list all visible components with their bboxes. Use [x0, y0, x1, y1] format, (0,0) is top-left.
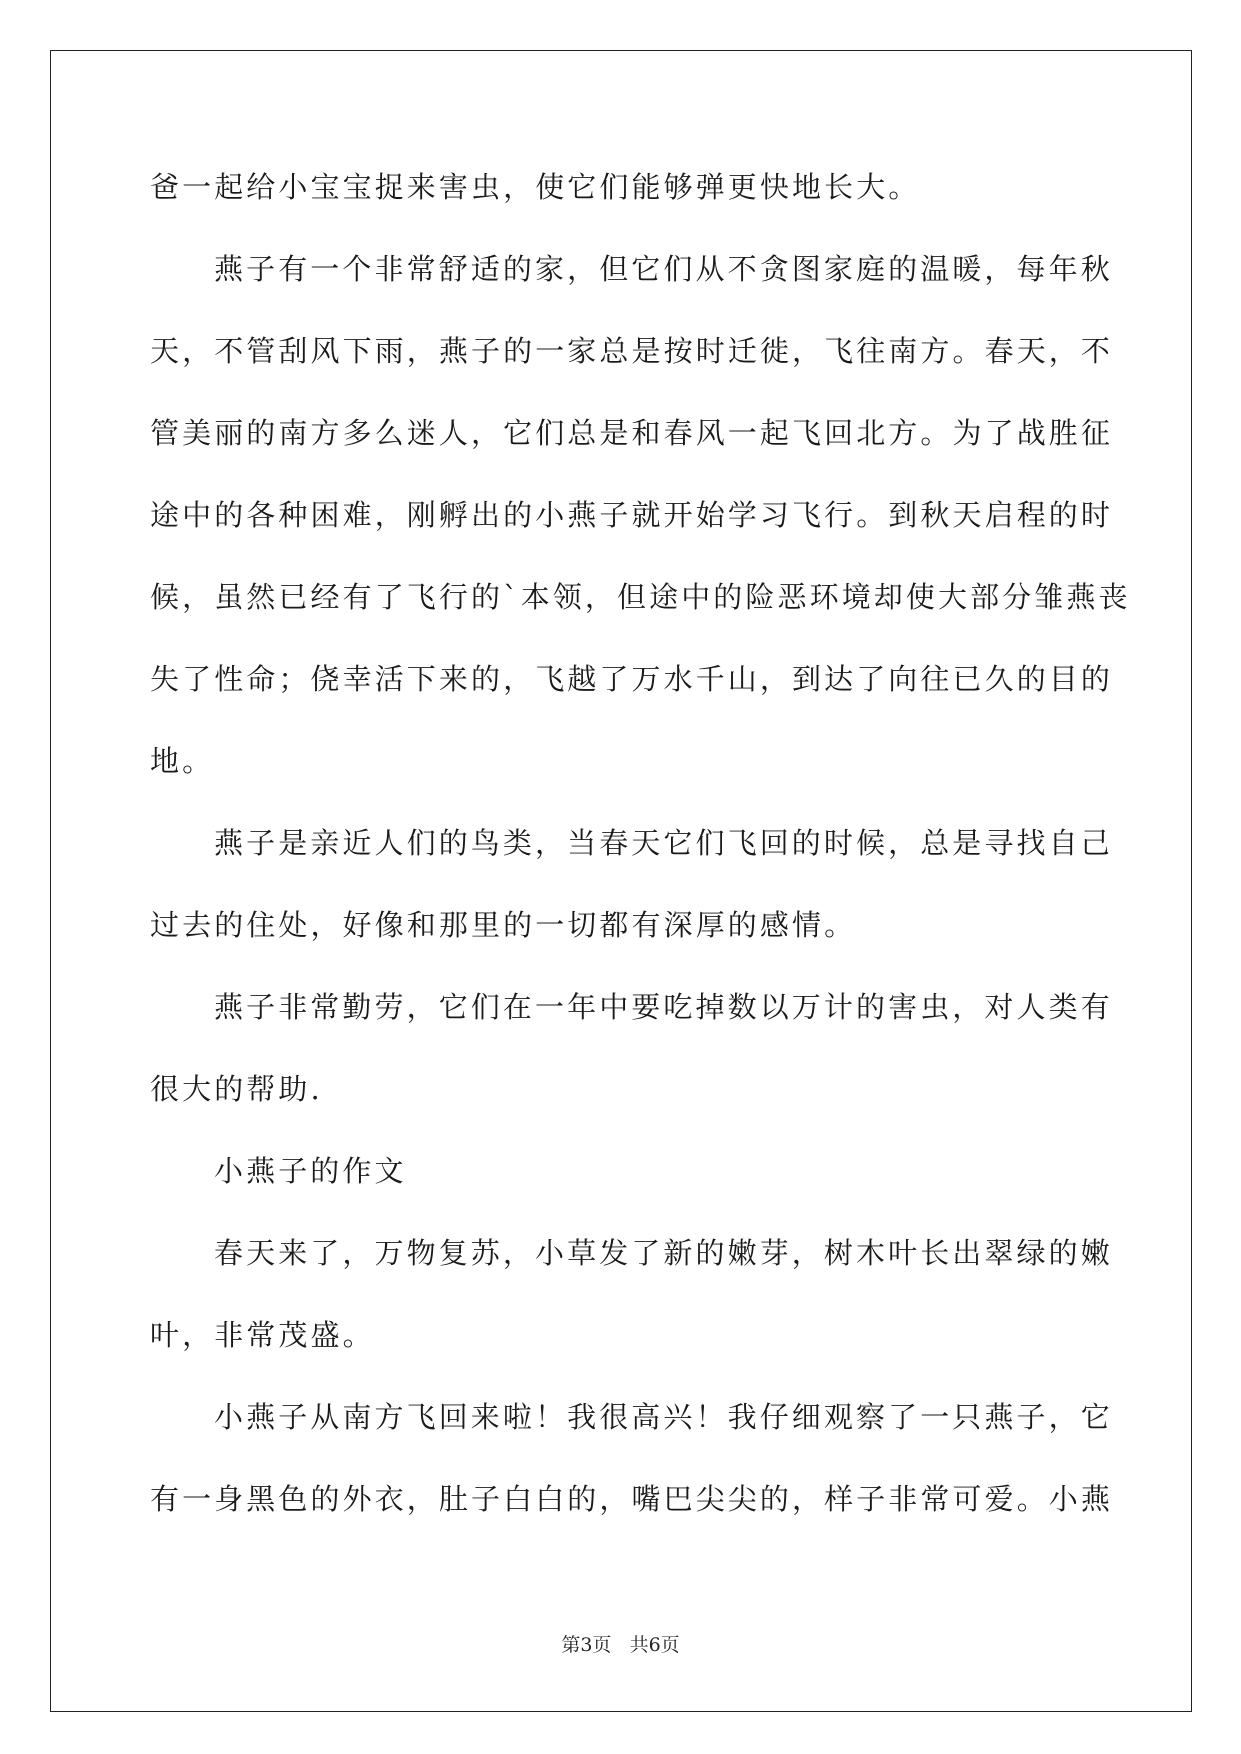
text-line: 途中的各种困难，刚孵出的小燕子就开始学习飞行。到秋天启程的时	[150, 498, 1114, 532]
text-line: 地。	[150, 744, 215, 778]
page-number: 第3页	[561, 1634, 612, 1656]
text-line: 小燕子从南方飞回来啦！我很高兴！我仔细观察了一只燕子，它	[214, 1400, 1113, 1434]
page-total: 共6页	[629, 1634, 680, 1656]
page-footer	[0, 1630, 1241, 1657]
text-line: 失了性命；侥幸活下来的，飞越了万水千山，到达了向往已久的目的	[150, 662, 1114, 696]
text-line: 叶，非常茂盛。	[150, 1318, 375, 1352]
text-line: 天，不管刮风下雨，燕子的一家总是按时迁徙，飞往南方。春天，不	[150, 334, 1114, 368]
text-line: 燕子有一个非常舒适的家，但它们从不贪图家庭的温暖，每年秋	[214, 252, 1113, 286]
text-line: 过去的住处，好像和那里的一切都有深厚的感情。	[150, 908, 857, 942]
section-title: 小燕子的作文	[214, 1154, 407, 1188]
text-line: 燕子是亲近人们的鸟类，当春天它们飞回的时候，总是寻找自己	[214, 826, 1113, 860]
text-line: 管美丽的南方多么迷人，它们总是和春风一起飞回北方。为了战胜征	[150, 416, 1114, 450]
text-line: 春天来了，万物复苏，小草发了新的嫩芽，树木叶长出翠绿的嫩	[214, 1236, 1113, 1270]
text-line: 很大的帮助.	[150, 1072, 323, 1106]
text-line: 燕子非常勤劳，它们在一年中要吃掉数以万计的害虫，对人类有	[214, 990, 1113, 1024]
text-line: 爸一起给小宝宝捉来害虫，使它们能够弹更快地长大。	[150, 170, 921, 204]
text-line: 有一身黑色的外衣，肚子白白的，嘴巴尖尖的，样子非常可爱。小燕	[150, 1482, 1114, 1516]
text-line: 候，虽然已经有了飞行的`本领，但途中的险恶环境却使大部分雏燕丧	[150, 580, 1131, 614]
document-body	[150, 146, 1131, 1540]
